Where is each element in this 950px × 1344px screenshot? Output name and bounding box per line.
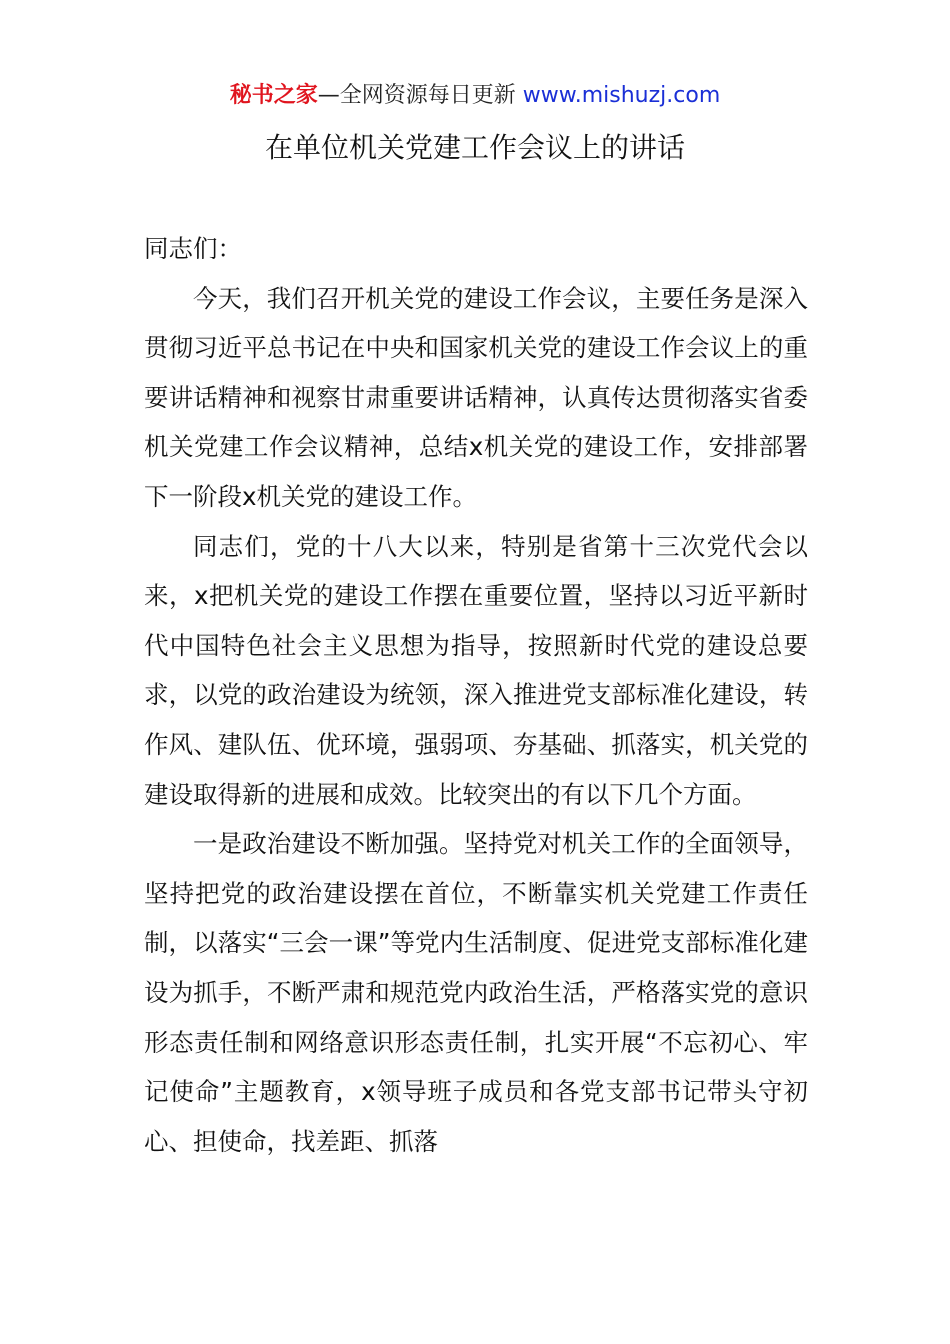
document-body bbox=[144, 224, 808, 1166]
banner-tagline: —全网资源每日更新 bbox=[317, 83, 523, 108]
paragraph: 今天，我们召开机关党的建设工作会议，主要任务是深入贯彻习近平总书记在中央和国家机关党的建设工作会议上的重要讲话精神和视察甘肃重要讲话精神，认真传达贯彻落实省委机关党建工作会议精神，总结x机关党的建设工作，安排部署下一阶段x机关党的建设工作。 bbox=[144, 283, 808, 511]
brand-name: 秘书之家 bbox=[229, 83, 318, 108]
paragraph: 一是政治建设不断加强。坚持党对机关工作的全面领导，坚持把党的政治建设摆在首位，不断靠实机关党建工作责任制，以落实“三会一课”等党内生活制度、促进党支部标准化建设为抓手，不断严肃和规范党内政治生活，严格落实党的意识形态责任制和网络意识形态责任制，扎实开展“不忘初心、牢记使命”主题教育，x领导班子成员和各党支部书记带头守初心、担使命，找差距、抓落 bbox=[144, 829, 808, 1156]
document-title: 在单位机关党建工作会议上的讲话 bbox=[264, 131, 685, 164]
site-url[interactable]: www.mishuzj.com bbox=[522, 83, 721, 108]
paragraph: 同志们，党的十八大以来，特别是省第十三次党代会以来，x把机关党的建设工作摆在重要位置，坚持以习近平新时代中国特色社会主义思想为指导，按照新时代党的建设总要求，以党的政治建设为统领，深入推进党支部标准化建设，转作风、建队伍、优环境，强弱项、夯基础、抓落实，机关党的建设取得新的进展和成效。比较突出的有以下几个方面。 bbox=[144, 531, 808, 809]
salutation: 同志们： bbox=[144, 234, 242, 263]
site-banner bbox=[0, 80, 950, 112]
